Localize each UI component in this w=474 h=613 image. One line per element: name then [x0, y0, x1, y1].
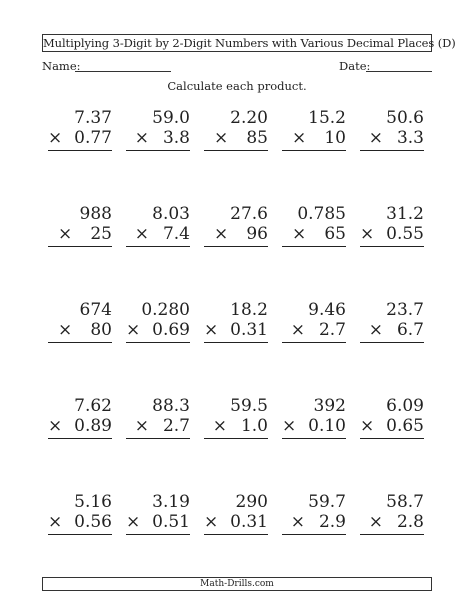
- multiplier: 0.69: [152, 320, 190, 340]
- multiplier-row: [360, 128, 424, 149]
- multiplicand: 50.6: [386, 108, 424, 128]
- footer-credit: Math-Drills.com: [42, 577, 432, 591]
- times-icon: ×: [368, 128, 383, 148]
- answer-line: [126, 150, 190, 151]
- problem: [120, 204, 198, 264]
- multiplier-row: [282, 128, 346, 149]
- times-icon: ×: [58, 224, 73, 244]
- multiplier: 2.7: [162, 416, 190, 436]
- times-icon: ×: [134, 224, 149, 244]
- multiplier: 2.8: [396, 512, 424, 532]
- name-field-line[interactable]: [75, 71, 171, 72]
- multiplier-row: [204, 224, 268, 245]
- answer-line: [126, 534, 190, 535]
- multiplier: 1.0: [240, 416, 268, 436]
- answer-line: [126, 438, 190, 439]
- answer-line: [282, 438, 346, 439]
- multiplicand: 59.0: [152, 108, 190, 128]
- multiplier-row: [48, 416, 112, 437]
- answer-line: [48, 438, 112, 439]
- problem: [198, 108, 276, 168]
- multiplicand: 2.20: [230, 108, 268, 128]
- worksheet-title: Multiplying 3-Digit by 2-Digit Numbers with Various Decimal Places (D): [43, 36, 456, 50]
- problem: [198, 396, 276, 456]
- multiplier-row: [48, 128, 112, 149]
- multiplicand: 6.09: [386, 396, 424, 416]
- multiplicand: 392: [313, 396, 346, 416]
- answer-line: [360, 438, 424, 439]
- times-icon: ×: [48, 512, 63, 532]
- multiplier: 65: [324, 224, 346, 244]
- times-icon: ×: [290, 512, 305, 532]
- times-icon: ×: [126, 512, 141, 532]
- multiplier: 0.31: [230, 512, 268, 532]
- answer-line: [48, 246, 112, 247]
- multiplier-row: [282, 224, 346, 245]
- answer-line: [204, 246, 268, 247]
- multiplier-row: [126, 416, 190, 437]
- times-icon: ×: [126, 320, 141, 340]
- multiplier: 0.77: [74, 128, 112, 148]
- multiplier: 7.4: [162, 224, 190, 244]
- answer-line: [282, 246, 346, 247]
- problem: [120, 108, 198, 168]
- answer-line: [204, 438, 268, 439]
- answer-line: [282, 150, 346, 151]
- multiplier: 25: [90, 224, 112, 244]
- multiplicand: 31.2: [386, 204, 424, 224]
- multiplier: 80: [90, 320, 112, 340]
- multiplier: 0.56: [74, 512, 112, 532]
- times-icon: ×: [214, 224, 229, 244]
- times-icon: ×: [134, 128, 149, 148]
- multiplier: 0.31: [230, 320, 268, 340]
- multiplicand: 7.37: [74, 108, 112, 128]
- problem: [276, 396, 354, 456]
- multiplier-row: [126, 512, 190, 533]
- answer-line: [204, 150, 268, 151]
- multiplier: 3.8: [162, 128, 190, 148]
- problem: [120, 492, 198, 552]
- problem: [354, 204, 432, 264]
- multiplier-row: [126, 128, 190, 149]
- multiplier-row: [204, 320, 268, 341]
- multiplicand: 988: [79, 204, 112, 224]
- multiplier-row: [360, 224, 424, 245]
- multiplicand: 15.2: [308, 108, 346, 128]
- multiplier: 85: [246, 128, 268, 148]
- multiplicand: 7.62: [74, 396, 112, 416]
- answer-line: [48, 150, 112, 151]
- times-icon: ×: [48, 416, 63, 436]
- instructions: Calculate each product.: [167, 79, 307, 93]
- times-icon: ×: [360, 416, 375, 436]
- problem: [120, 396, 198, 456]
- problem: [354, 492, 432, 552]
- multiplier-row: [282, 416, 346, 437]
- multiplicand: 23.7: [386, 300, 424, 320]
- times-icon: ×: [58, 320, 73, 340]
- multiplier: 10: [324, 128, 346, 148]
- answer-line: [360, 342, 424, 343]
- multiplicand: 5.16: [74, 492, 112, 512]
- multiplicand: 59.5: [230, 396, 268, 416]
- multiplicand: 59.7: [308, 492, 346, 512]
- multiplicand: 8.03: [152, 204, 190, 224]
- multiplier: 0.55: [386, 224, 424, 244]
- multiplier-row: [126, 224, 190, 245]
- multiplicand: 674: [79, 300, 112, 320]
- problem: [42, 396, 120, 456]
- multiplicand: 18.2: [230, 300, 268, 320]
- date-label: Date:: [339, 59, 371, 73]
- multiplier-row: [204, 512, 268, 533]
- multiplier: 2.9: [318, 512, 346, 532]
- answer-line: [204, 534, 268, 535]
- answer-line: [126, 246, 190, 247]
- answer-line: [360, 246, 424, 247]
- problem: [276, 108, 354, 168]
- problem: [354, 300, 432, 360]
- times-icon: ×: [292, 224, 307, 244]
- multiplier-row: [204, 416, 268, 437]
- times-icon: ×: [360, 224, 375, 244]
- name-label: Name:: [42, 59, 81, 73]
- problem: [276, 492, 354, 552]
- problem: [198, 300, 276, 360]
- times-icon: ×: [292, 128, 307, 148]
- times-icon: ×: [134, 416, 149, 436]
- multiplier: 0.65: [386, 416, 424, 436]
- times-icon: ×: [204, 512, 219, 532]
- problem: [198, 204, 276, 264]
- date-field-line[interactable]: [366, 71, 432, 72]
- multiplier: 0.89: [74, 416, 112, 436]
- multiplicand: 9.46: [308, 300, 346, 320]
- multiplier-row: [282, 512, 346, 533]
- multiplier: 6.7: [396, 320, 424, 340]
- answer-line: [360, 534, 424, 535]
- multiplier-row: [126, 320, 190, 341]
- multiplier: 0.51: [152, 512, 190, 532]
- problem: [42, 492, 120, 552]
- answer-line: [204, 342, 268, 343]
- problem: [42, 108, 120, 168]
- multiplier-row: [48, 320, 112, 341]
- answer-line: [360, 150, 424, 151]
- multiplier-row: [282, 320, 346, 341]
- multiplier: 2.7: [318, 320, 346, 340]
- problem: [42, 204, 120, 264]
- problem: [120, 300, 198, 360]
- times-icon: ×: [48, 128, 63, 148]
- times-icon: ×: [368, 320, 383, 340]
- multiplier-row: [360, 512, 424, 533]
- multiplicand: 88.3: [152, 396, 190, 416]
- times-icon: ×: [282, 416, 297, 436]
- multiplier-row: [360, 320, 424, 341]
- answer-line: [282, 534, 346, 535]
- multiplier-row: [204, 128, 268, 149]
- answer-line: [48, 534, 112, 535]
- problem: [198, 492, 276, 552]
- problem: [276, 204, 354, 264]
- multiplicand: 0.785: [297, 204, 346, 224]
- multiplier: 3.3: [396, 128, 424, 148]
- answer-line: [126, 342, 190, 343]
- answer-line: [48, 342, 112, 343]
- answer-line: [282, 342, 346, 343]
- times-icon: ×: [204, 320, 219, 340]
- problem: [42, 300, 120, 360]
- times-icon: ×: [290, 320, 305, 340]
- times-icon: ×: [212, 416, 227, 436]
- problem: [276, 300, 354, 360]
- times-icon: ×: [214, 128, 229, 148]
- multiplier: 96: [246, 224, 268, 244]
- multiplier-row: [360, 416, 424, 437]
- multiplicand: 290: [235, 492, 268, 512]
- multiplier: 0.10: [308, 416, 346, 436]
- multiplicand: 58.7: [386, 492, 424, 512]
- multiplicand: 0.280: [141, 300, 190, 320]
- problem: [354, 396, 432, 456]
- times-icon: ×: [368, 512, 383, 532]
- multiplicand: 27.6: [230, 204, 268, 224]
- problem-grid: [42, 108, 432, 532]
- multiplicand: 3.19: [152, 492, 190, 512]
- problem: [354, 108, 432, 168]
- multiplier-row: [48, 224, 112, 245]
- multiplier-row: [48, 512, 112, 533]
